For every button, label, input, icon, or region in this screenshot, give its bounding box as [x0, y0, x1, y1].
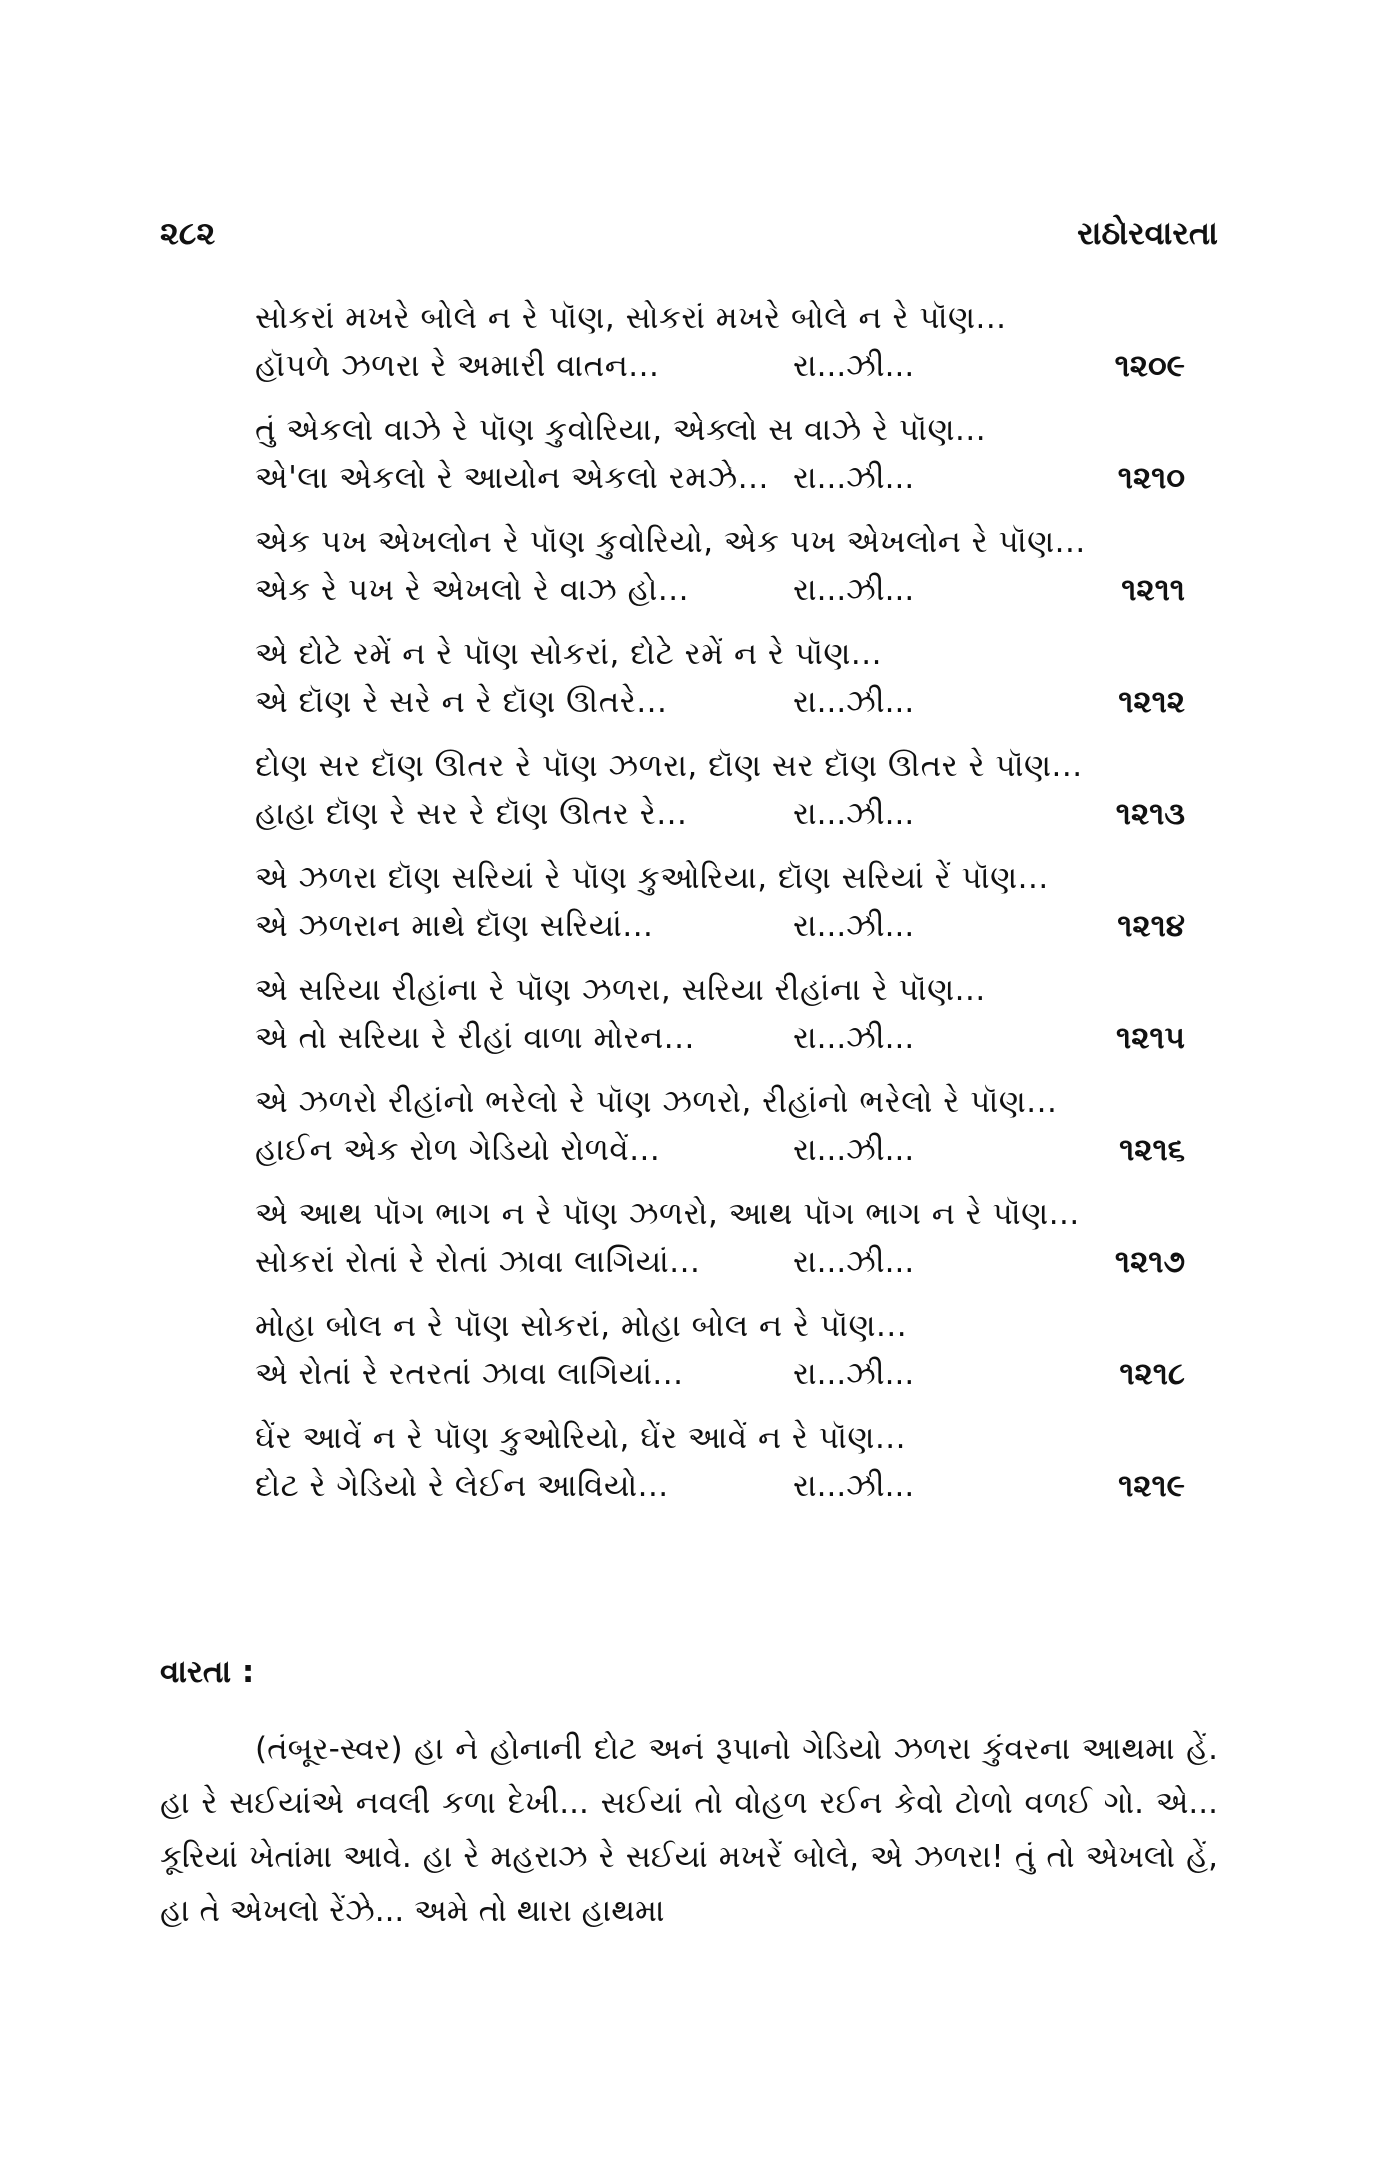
- verse-line-1: એ સરિયા રીહાંના રે પૉણ ઝળરા, સરિયા રીહાંના રે પૉણ...: [255, 972, 986, 1008]
- verse-line-2: હાઈન એક રોળ ગેડિયો રોળવેં...: [255, 1132, 661, 1168]
- verse-line-1: એક પખ એખલોન રે પૉણ કુવોરિયો, એક પખ એખલોન રે પૉણ...: [255, 524, 1086, 560]
- verse-line-1: એ આથ પૉગ ભાગ ન રે પૉણ ઝળરો, આથ પૉગ ભાગ ન રે પૉણ...: [255, 1196, 1080, 1232]
- verse-stanza: [255, 1084, 1225, 1196]
- page-header: [160, 214, 1218, 264]
- verse-line-2: એક રે પખ રે એખલો રે વાઝ હો...: [255, 572, 689, 608]
- verse-stanza: [255, 524, 1225, 636]
- verse-line-1: સોકરાં મખરે બોલે ન રે પૉણ, સોકરાં મખરે બોલે ન રે પૉણ...: [255, 300, 1007, 336]
- verse-refrain: રા...ઝી...: [793, 1020, 915, 1056]
- verse-line-2: એ'લા એકલો રે આયોન એકલો રમઝે...: [255, 460, 769, 496]
- verse-line-1: દોણ સર દૉણ ઊતર રે પૉણ ઝળરા, દૉણ સર દૉણ ઊતર રે પૉણ...: [255, 748, 1083, 784]
- verse-stanza: [255, 300, 1225, 412]
- verse-stanza: [255, 1308, 1225, 1420]
- verse-line-1: તું એકલો વાઝે રે પૉણ કુવોરિયા, એક્લો સ વાઝે રે પૉણ...: [255, 412, 987, 448]
- prose-paragraph: (તંબૂર-સ્વર) હા ને હોનાની દોટ અનં રૂપાનો ગેડિયો ઝળરા કુંવરના આથમા હેં. હા રે સઈયાંએ નવલી કળા દેખી... સઈયાં તો વોહળ રઈન કેવો ટોળો વળઈ ગો. એ... કૂરિયાં ખેતાંમા આવે. હા રે મહરાઝ રે સઈયાં મખરેં બોલે, એ ઝળરા! તું તો એખલો હેં, હા તે એખલો રેંઝે... અમે તો થારા હાથમા: [160, 1731, 1218, 1929]
- verse-refrain: રા...ઝી...: [793, 572, 915, 608]
- verse-stanza: [255, 748, 1225, 860]
- section-heading: વારતા :: [160, 1654, 255, 1690]
- verse-number: ૧૨૧૨: [1118, 684, 1185, 720]
- verse-line-2: એ તો સરિયા રે રીહાં વાળા મોરન...: [255, 1020, 695, 1056]
- verse-list: [255, 300, 1225, 1532]
- verse-line-1: એ ઝળરા દૉણ સરિયાં રે પૉણ કુઓરિયા, દૉણ સરિયાં રેં પૉણ...: [255, 860, 1049, 896]
- verse-refrain: રા...ઝી...: [793, 684, 915, 720]
- verse-number: ૧૨૧૫: [1116, 1020, 1185, 1056]
- verse-line-1: ઘેંર આવેં ન રે પૉણ કુઓરિયો, ઘેંર આવેં ન રે પૉણ...: [255, 1420, 907, 1456]
- verse-line-2: હૉપળે ઝળરા રે અમારી વાતન...: [255, 348, 660, 384]
- verse-number: ૧૨૧૪: [1117, 908, 1185, 944]
- verse-refrain: રા...ઝી...: [793, 460, 915, 496]
- verse-line-2: એ ઝળરાન માથે દૉણ સરિયાં...: [255, 908, 654, 944]
- verse-line-1: મોહા બોલ ન રે પૉણ સોકરાં, મોહા બોલ ન રે પૉણ...: [255, 1308, 908, 1344]
- verse-line-1: એ ઝળરો રીહાંનો ભરેલો રે પૉણ ઝળરો, રીહાંનો ભરેલો રે પૉણ...: [255, 1084, 1058, 1120]
- verse-stanza: [255, 972, 1225, 1084]
- verse-number: ૧૨૧૭: [1114, 1244, 1185, 1280]
- verse-line-1: એ દોટે રમેં ન રે પૉણ સોકરાં, દોટે રમેં ન રે પૉણ...: [255, 636, 882, 672]
- verse-stanza: [255, 1420, 1225, 1532]
- verse-stanza: [255, 1196, 1225, 1308]
- verse-stanza: [255, 412, 1225, 524]
- verse-refrain: રા...ઝી...: [793, 796, 915, 832]
- verse-number: ૧૨૧૬: [1119, 1132, 1185, 1168]
- verse-stanza: [255, 636, 1225, 748]
- verse-line-2: દોટ રે ગેડિયો રે લેઈન આવિયો...: [255, 1468, 669, 1504]
- verse-number: ૧૨૧૦: [1117, 460, 1185, 496]
- verse-number: ૧૨૧૩: [1115, 796, 1185, 832]
- verse-number: ૧૨૧૧: [1121, 572, 1185, 608]
- verse-refrain: રા...ઝી...: [793, 1356, 915, 1392]
- verse-line-2: એ રોતાં રે રતરતાં ઝાવા લાગિયાં...: [255, 1356, 684, 1392]
- verse-number: ૧૨૦૯: [1114, 348, 1185, 384]
- verse-refrain: રા...ઝી...: [793, 908, 915, 944]
- verse-stanza: [255, 860, 1225, 972]
- verse-number: ૧૨૧૮: [1119, 1356, 1185, 1392]
- verse-number: ૧૨૧૯: [1118, 1468, 1185, 1504]
- verse-line-2: એ દૉણ રે સરે ન રે દૉણ ઊતરે...: [255, 684, 668, 720]
- page-number: ૨૮૨: [160, 214, 216, 252]
- verse-refrain: રા...ઝી...: [793, 1132, 915, 1168]
- running-title: રાઠોરવારતા: [1077, 214, 1218, 252]
- verse-line-2: સોકરાં રોતાં રે રોતાં ઝાવા લાગિયાં...: [255, 1244, 701, 1280]
- verse-refrain: રા...ઝી...: [793, 1468, 915, 1504]
- verse-refrain: રા...ઝી...: [793, 348, 915, 384]
- verse-line-2: હાહા દૉણ રે સર રે દૉણ ઊતર રે...: [255, 796, 688, 832]
- verse-refrain: રા...ઝી...: [793, 1244, 915, 1280]
